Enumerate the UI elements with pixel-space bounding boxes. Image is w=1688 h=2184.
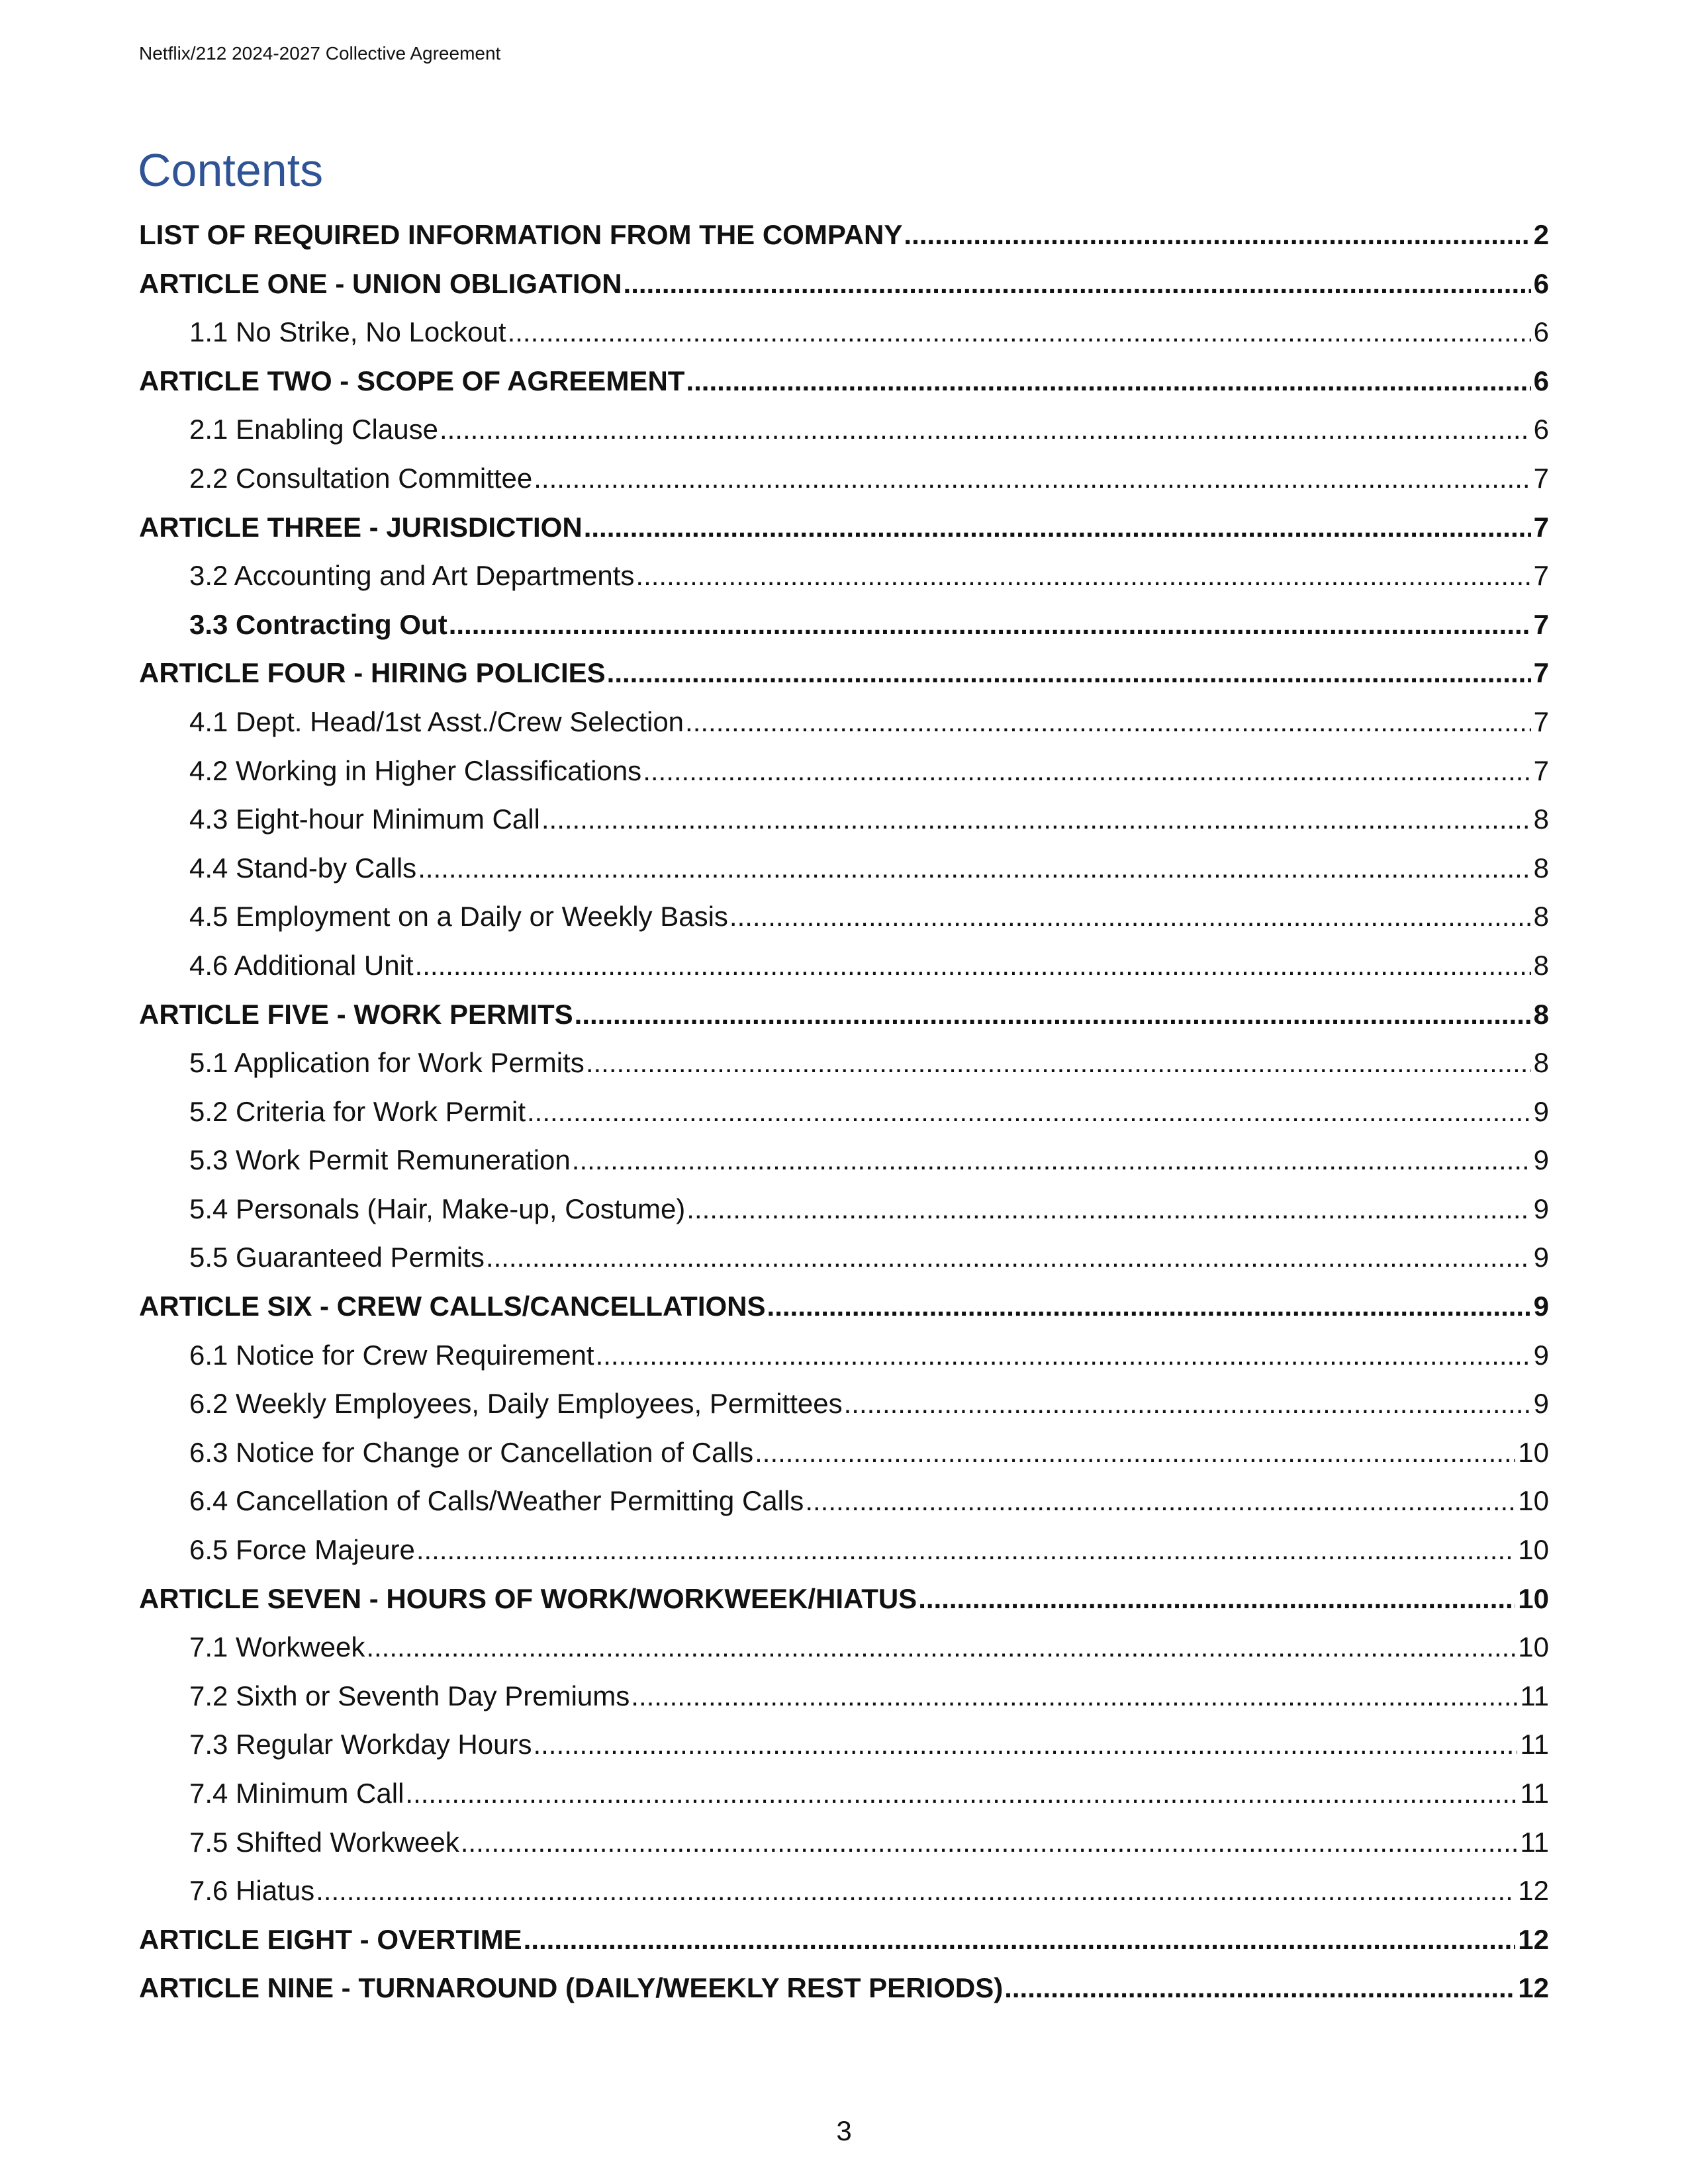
toc-entry-title: 7.1 Workweek: [189, 1631, 365, 1663]
toc-entry-page-number: 9: [1533, 1095, 1549, 1127]
toc-dot-leader: [729, 892, 1531, 941]
toc-section-entry[interactable]: [139, 747, 1549, 796]
toc-dot-leader: [366, 1623, 1515, 1672]
toc-section-entry[interactable]: [139, 1477, 1549, 1525]
toc-dot-leader: [418, 844, 1530, 893]
toc-entry-page-number: 6: [1533, 365, 1549, 396]
toc-entry-title: 6.4 Cancellation of Calls/Weather Permitting Calls: [189, 1485, 804, 1517]
toc-section-entry[interactable]: [139, 308, 1549, 357]
toc-dot-leader: [624, 259, 1531, 308]
toc-entry-title: 5.2 Criteria for Work Permit: [189, 1095, 526, 1127]
toc-entry-title: ARTICLE SEVEN - HOURS OF WORK/WORKWEEK/HIATUS: [139, 1582, 917, 1614]
toc-section-entry[interactable]: [139, 795, 1549, 844]
toc-entry-page-number: 9: [1533, 1242, 1549, 1273]
toc-article-entry[interactable]: [139, 210, 1549, 259]
toc-section-entry[interactable]: [139, 1525, 1549, 1574]
toc-entry-page-number: 7: [1533, 560, 1549, 592]
toc-section-entry[interactable]: [139, 1087, 1549, 1136]
toc-entry-title: 3.3 Contracting Out: [189, 608, 447, 640]
toc-dot-leader: [631, 1672, 1517, 1721]
toc-entry-title: 5.5 Guaranteed Permits: [189, 1242, 485, 1273]
toc-entry-page-number: 8: [1533, 901, 1549, 933]
toc-entry-page-number: 7: [1533, 705, 1549, 737]
toc-entry-page-number: 6: [1533, 414, 1549, 445]
toc-dot-leader: [686, 1185, 1530, 1234]
toc-entry-page-number: 9: [1533, 1388, 1549, 1420]
toc-entry-title: ARTICLE ONE - UNION OBLIGATION: [139, 267, 622, 299]
toc-section-entry[interactable]: [139, 1866, 1549, 1915]
toc-entry-title: 6.3 Notice for Change or Cancellation of Calls: [189, 1436, 754, 1468]
toc-entry-title: 4.3 Eight-hour Minimum Call: [189, 803, 540, 835]
toc-dot-leader: [844, 1379, 1531, 1428]
toc-entry-title: 4.6 Additional Unit: [189, 949, 414, 981]
toc-entry-title: ARTICLE THREE - JURISDICTION: [139, 511, 583, 543]
toc-section-entry[interactable]: [139, 405, 1549, 454]
toc-entry-title: ARTICLE FIVE - WORK PERMITS: [139, 998, 573, 1030]
toc-entry-page-number: 9: [1533, 1144, 1549, 1176]
toc-section-entry[interactable]: [139, 698, 1549, 747]
toc-dot-leader: [415, 941, 1531, 990]
toc-dot-leader: [440, 405, 1531, 454]
toc-dot-leader: [685, 698, 1531, 747]
toc-entry-title: 1.1 No Strike, No Lockout: [189, 316, 506, 348]
toc-entry-page-number: 7: [1533, 657, 1549, 689]
table-of-contents: [139, 210, 1549, 2013]
toc-dot-leader: [461, 1818, 1518, 1867]
toc-entry-page-number: 11: [1520, 1680, 1549, 1711]
toc-dot-leader: [486, 1233, 1531, 1282]
toc-section-entry[interactable]: [139, 1672, 1549, 1721]
toc-entry-page-number: 10: [1518, 1534, 1549, 1566]
toc-dot-leader: [805, 1477, 1515, 1525]
toc-entry-title: 7.2 Sixth or Seventh Day Premiums: [189, 1680, 630, 1711]
toc-article-entry[interactable]: [139, 1915, 1549, 1964]
toc-entry-page-number: 2: [1533, 219, 1549, 250]
toc-entry-page-number: 11: [1520, 1729, 1549, 1760]
toc-entry-page-number: 6: [1533, 316, 1549, 348]
toc-entry-title: 4.4 Stand-by Calls: [189, 852, 417, 884]
toc-dot-leader: [1004, 1964, 1515, 2013]
toc-section-entry[interactable]: [139, 1379, 1549, 1428]
toc-dot-leader: [575, 990, 1531, 1039]
toc-section-entry[interactable]: [139, 941, 1549, 990]
toc-entry-page-number: 7: [1533, 608, 1549, 640]
toc-dot-leader: [918, 1574, 1515, 1623]
toc-dot-leader: [767, 1282, 1531, 1331]
toc-entry-page-number: 10: [1518, 1631, 1549, 1663]
toc-entry-title: 6.5 Force Majeure: [189, 1534, 415, 1566]
toc-entry-title: 4.2 Working in Higher Classifications: [189, 754, 642, 786]
toc-section-entry[interactable]: [139, 551, 1549, 600]
toc-dot-leader: [755, 1428, 1515, 1477]
toc-section-entry[interactable]: [139, 1136, 1549, 1185]
toc-title: Contents: [138, 144, 324, 196]
toc-article-entry[interactable]: [139, 1964, 1549, 2013]
toc-entry-page-number: 8: [1533, 998, 1549, 1030]
toc-article-entry[interactable]: [139, 1574, 1549, 1623]
toc-entry-title: 2.1 Enabling Clause: [189, 414, 438, 445]
toc-section-entry[interactable]: [139, 1428, 1549, 1477]
toc-entry-page-number: 8: [1533, 852, 1549, 884]
toc-entry-page-number: 7: [1533, 511, 1549, 543]
toc-entry-page-number: 10: [1518, 1582, 1549, 1614]
toc-entry-title: ARTICLE SIX - CREW CALLS/CANCELLATIONS: [139, 1291, 766, 1322]
toc-dot-leader: [635, 551, 1530, 600]
toc-dot-leader: [607, 649, 1531, 698]
toc-entry-title: 6.1 Notice for Crew Requirement: [189, 1339, 594, 1371]
toc-entry-page-number: 9: [1533, 1291, 1549, 1322]
toc-dot-leader: [316, 1866, 1515, 1915]
toc-section-entry[interactable]: [139, 1769, 1549, 1818]
toc-entry-page-number: 9: [1533, 1339, 1549, 1371]
toc-dot-leader: [541, 795, 1531, 844]
toc-section-entry[interactable]: [139, 1038, 1549, 1087]
toc-section-entry[interactable]: [139, 1818, 1549, 1867]
running-header: Netflix/212 2024-2027 Collective Agreement: [139, 43, 501, 64]
toc-entry-title: ARTICLE NINE - TURNAROUND (DAILY/WEEKLY REST PERIODS): [139, 1972, 1004, 2004]
toc-entry-title: 5.4 Personals (Hair, Make-up, Costume): [189, 1193, 686, 1224]
toc-entry-page-number: 10: [1518, 1436, 1549, 1468]
toc-dot-leader: [416, 1525, 1515, 1574]
toc-article-entry[interactable]: [139, 649, 1549, 698]
toc-entry-title: 6.2 Weekly Employees, Daily Employees, Permittees: [189, 1388, 843, 1420]
toc-entry-title: 7.6 Hiatus: [189, 1875, 315, 1907]
toc-article-entry[interactable]: [139, 990, 1549, 1039]
toc-section-entry[interactable]: [139, 454, 1549, 503]
page-number: 3: [836, 2115, 852, 2146]
toc-entry-page-number: 12: [1518, 1875, 1549, 1907]
toc-entry-title: LIST OF REQUIRED INFORMATION FROM THE COMPANY: [139, 219, 903, 250]
toc-entry-title: 7.5 Shifted Workweek: [189, 1826, 459, 1858]
toc-dot-leader: [527, 1087, 1531, 1136]
toc-entry-page-number: 12: [1518, 1923, 1549, 1955]
toc-entry-page-number: 10: [1518, 1485, 1549, 1517]
toc-entry-title: 3.2 Accounting and Art Departments: [189, 560, 635, 592]
toc-section-entry[interactable]: [139, 1720, 1549, 1769]
toc-entry-title: 7.3 Regular Workday Hours: [189, 1729, 532, 1760]
toc-section-entry[interactable]: [139, 600, 1549, 649]
toc-entry-page-number: 8: [1533, 949, 1549, 981]
toc-dot-leader: [524, 1915, 1516, 1964]
toc-entry-page-number: 8: [1533, 803, 1549, 835]
toc-entry-title: ARTICLE EIGHT - OVERTIME: [139, 1923, 522, 1955]
toc-entry-page-number: 7: [1533, 462, 1549, 494]
toc-article-entry[interactable]: [139, 503, 1549, 552]
toc-dot-leader: [584, 503, 1531, 552]
toc-article-entry[interactable]: [139, 259, 1549, 308]
toc-dot-leader: [449, 600, 1531, 649]
toc-article-entry[interactable]: [139, 357, 1549, 406]
toc-dot-leader: [405, 1769, 1517, 1818]
toc-dot-leader: [572, 1136, 1531, 1185]
toc-entry-title: 4.1 Dept. Head/1st Asst./Crew Selection: [189, 705, 684, 737]
toc-dot-leader: [596, 1331, 1531, 1380]
toc-entry-page-number: 11: [1520, 1778, 1549, 1809]
toc-dot-leader: [643, 747, 1530, 796]
toc-entry-page-number: 12: [1518, 1972, 1549, 2004]
toc-entry-page-number: 8: [1533, 1047, 1549, 1079]
toc-entry-page-number: 7: [1533, 754, 1549, 786]
toc-dot-leader: [586, 1038, 1531, 1087]
toc-entry-title: 2.2 Consultation Committee: [189, 462, 533, 494]
toc-section-entry[interactable]: [139, 1331, 1549, 1380]
toc-dot-leader: [686, 357, 1530, 406]
toc-entry-page-number: 6: [1533, 267, 1549, 299]
toc-article-entry[interactable]: [139, 1282, 1549, 1331]
toc-entry-title: 4.5 Employment on a Daily or Weekly Basis: [189, 901, 728, 933]
toc-entry-title: ARTICLE FOUR - HIRING POLICIES: [139, 657, 606, 689]
toc-section-entry[interactable]: [139, 1185, 1549, 1234]
toc-section-entry[interactable]: [139, 844, 1549, 893]
toc-entry-page-number: 9: [1533, 1193, 1549, 1224]
toc-entry-title: ARTICLE TWO - SCOPE OF AGREEMENT: [139, 365, 685, 396]
toc-section-entry[interactable]: [139, 1623, 1549, 1672]
toc-entry-title: 5.3 Work Permit Remuneration: [189, 1144, 571, 1176]
toc-section-entry[interactable]: [139, 1233, 1549, 1282]
toc-entry-title: 5.1 Application for Work Permits: [189, 1047, 585, 1079]
toc-entry-page-number: 11: [1520, 1826, 1549, 1858]
toc-dot-leader: [533, 1720, 1517, 1769]
toc-dot-leader: [904, 210, 1530, 259]
toc-dot-leader: [534, 454, 1530, 503]
toc-section-entry[interactable]: [139, 892, 1549, 941]
toc-dot-leader: [508, 308, 1531, 357]
toc-entry-title: 7.4 Minimum Call: [189, 1778, 404, 1809]
